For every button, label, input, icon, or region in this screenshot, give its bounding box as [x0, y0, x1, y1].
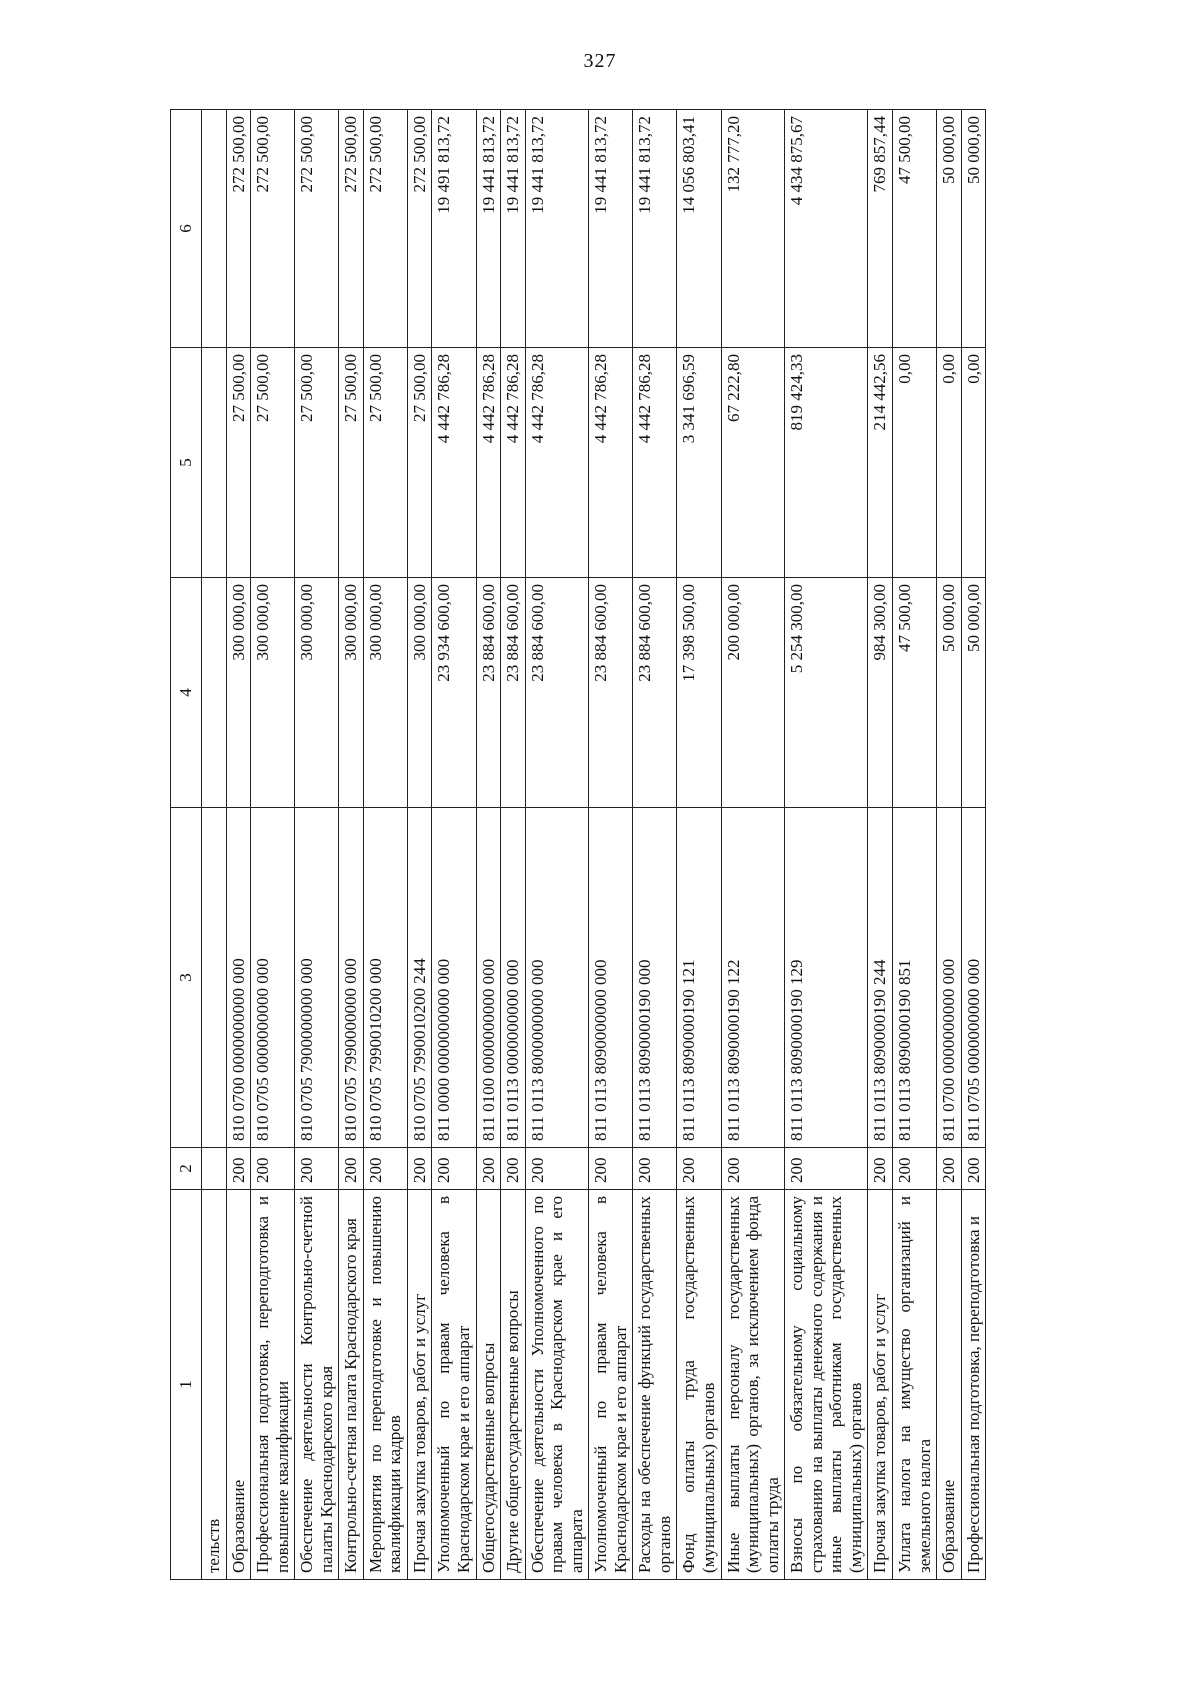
row-approved-cell: 300 000,00 — [295, 578, 339, 808]
table-row — [432, 110, 476, 1580]
row-budget-code-cell: 811 0113 8090000190 851 — [892, 808, 936, 1148]
row-executed-cell: 27 500,00 — [251, 348, 295, 578]
row-budget-code-cell: 810 0705 7990010200 244 — [407, 808, 432, 1148]
row-unexecuted-cell: 50 000,00 — [961, 110, 986, 348]
header-col-3: 3 — [171, 808, 202, 1148]
rotated-page-content — [170, 110, 1130, 1580]
row-line-code-cell: 200 — [295, 1148, 339, 1190]
row-name-cell: Прочая закупка товаров, работ и услуг — [868, 1190, 893, 1580]
row-approved-cell: 23 884 600,00 — [633, 578, 677, 808]
row-unexecuted-cell: 272 500,00 — [339, 110, 364, 348]
row-approved-cell: 23 884 600,00 — [589, 578, 633, 808]
row-budget-code-cell: 811 0113 8000000000 000 — [525, 808, 589, 1148]
table-header-row — [171, 110, 202, 1580]
row-budget-code-cell — [202, 808, 227, 1148]
row-name-cell: Мероприятия по переподготовке и повышению квалификации кадров — [363, 1190, 407, 1580]
row-approved-cell: 5 254 300,00 — [785, 578, 868, 808]
table-row — [785, 110, 868, 1580]
row-budget-code-cell: 810 0705 7990010200 000 — [363, 808, 407, 1148]
row-executed-cell: 27 500,00 — [295, 348, 339, 578]
row-name-cell: Уплата налога на имущество организаций и земельного налога — [892, 1190, 936, 1580]
row-unexecuted-cell: 272 500,00 — [363, 110, 407, 348]
row-approved-cell: 300 000,00 — [407, 578, 432, 808]
row-executed-cell: 0,00 — [937, 348, 962, 578]
row-line-code-cell: 200 — [892, 1148, 936, 1190]
row-unexecuted-cell — [202, 110, 227, 348]
row-unexecuted-cell: 14 056 803,41 — [677, 110, 721, 348]
row-executed-cell: 4 442 786,28 — [501, 348, 526, 578]
row-unexecuted-cell: 50 000,00 — [937, 110, 962, 348]
row-executed-cell: 27 500,00 — [339, 348, 364, 578]
row-line-code-cell: 200 — [226, 1148, 251, 1190]
table-row — [202, 110, 227, 1580]
row-name-cell: Расходы на обеспечение функций государственных органов — [633, 1190, 677, 1580]
row-unexecuted-cell: 19 441 813,72 — [633, 110, 677, 348]
row-unexecuted-cell: 19 441 813,72 — [525, 110, 589, 348]
row-name-cell: Профессиональная подготовка, переподготовка и — [961, 1190, 986, 1580]
row-line-code-cell: 200 — [407, 1148, 432, 1190]
row-line-code-cell: 200 — [501, 1148, 526, 1190]
row-name-cell: Взносы по обязательному социальному страхованию на выплаты денежного содержания и иные выплаты работникам государственных (муниципальных) органов — [785, 1190, 868, 1580]
row-approved-cell: 300 000,00 — [339, 578, 364, 808]
table-row — [339, 110, 364, 1580]
row-name-cell: Уполномоченный по правам человека в Краснодарском крае и его аппарат — [432, 1190, 476, 1580]
row-budget-code-cell: 810 0700 0000000000 000 — [226, 808, 251, 1148]
row-approved-cell: 300 000,00 — [226, 578, 251, 808]
row-executed-cell: 0,00 — [961, 348, 986, 578]
row-budget-code-cell: 811 0113 8090000190 129 — [785, 808, 868, 1148]
table-row — [295, 110, 339, 1580]
row-name-cell: Обеспечение деятельности Контрольно-счетной палаты Краснодарского края — [295, 1190, 339, 1580]
row-approved-cell: 300 000,00 — [363, 578, 407, 808]
row-line-code-cell: 200 — [251, 1148, 295, 1190]
row-line-code-cell: 200 — [525, 1148, 589, 1190]
row-budget-code-cell: 811 0000 0000000000 000 — [432, 808, 476, 1148]
row-approved-cell: 17 398 500,00 — [677, 578, 721, 808]
row-approved-cell: 300 000,00 — [251, 578, 295, 808]
row-name-cell: Обеспечение деятельности Уполномоченного по правам человека в Краснодарском крае и его аппарата — [525, 1190, 589, 1580]
row-budget-code-cell: 811 0113 8090000190 121 — [677, 808, 721, 1148]
row-unexecuted-cell: 132 777,20 — [721, 110, 785, 348]
row-executed-cell: 67 222,80 — [721, 348, 785, 578]
row-approved-cell: 984 300,00 — [868, 578, 893, 808]
row-line-code-cell: 200 — [363, 1148, 407, 1190]
row-name-cell: Иные выплаты персоналу государственных (муниципальных) органов, за исключением фонда оплаты труда — [721, 1190, 785, 1580]
row-name-cell: Общегосударственные вопросы — [476, 1190, 501, 1580]
row-line-code-cell: 200 — [937, 1148, 962, 1190]
row-executed-cell: 27 500,00 — [407, 348, 432, 578]
table-row — [892, 110, 936, 1580]
row-unexecuted-cell: 47 500,00 — [892, 110, 936, 348]
row-line-code-cell: 200 — [785, 1148, 868, 1190]
row-approved-cell: 50 000,00 — [937, 578, 962, 808]
row-line-code-cell: 200 — [589, 1148, 633, 1190]
row-name-cell: Прочая закупка товаров, работ и услуг — [407, 1190, 432, 1580]
row-executed-cell: 4 442 786,28 — [525, 348, 589, 578]
row-unexecuted-cell: 19 441 813,72 — [589, 110, 633, 348]
row-line-code-cell: 200 — [677, 1148, 721, 1190]
row-unexecuted-cell: 272 500,00 — [226, 110, 251, 348]
budget-execution-table — [170, 109, 986, 1580]
table-row — [868, 110, 893, 1580]
row-executed-cell: 27 500,00 — [363, 348, 407, 578]
row-budget-code-cell: 811 0705 0000000000 000 — [961, 808, 986, 1148]
table-row — [476, 110, 501, 1580]
row-budget-code-cell: 811 0113 8090000190 000 — [633, 808, 677, 1148]
header-col-4: 4 — [171, 578, 202, 808]
table-row — [226, 110, 251, 1580]
table-row — [363, 110, 407, 1580]
header-col-2: 2 — [171, 1148, 202, 1190]
row-name-cell: тельств — [202, 1190, 227, 1580]
row-approved-cell: 200 000,00 — [721, 578, 785, 808]
row-budget-code-cell: 810 0705 7900000000 000 — [295, 808, 339, 1148]
row-line-code-cell: 200 — [961, 1148, 986, 1190]
row-executed-cell: 819 424,33 — [785, 348, 868, 578]
row-executed-cell: 4 442 786,28 — [633, 348, 677, 578]
row-executed-cell: 4 442 786,28 — [589, 348, 633, 578]
row-unexecuted-cell: 19 441 813,72 — [501, 110, 526, 348]
header-col-6: 6 — [171, 110, 202, 348]
table-row — [937, 110, 962, 1580]
row-executed-cell: 0,00 — [892, 348, 936, 578]
table-row — [633, 110, 677, 1580]
row-line-code-cell: 200 — [868, 1148, 893, 1190]
row-unexecuted-cell: 19 491 813,72 — [432, 110, 476, 348]
table-row — [677, 110, 721, 1580]
row-executed-cell: 214 442,56 — [868, 348, 893, 578]
row-executed-cell — [202, 348, 227, 578]
row-approved-cell: 23 884 600,00 — [525, 578, 589, 808]
row-approved-cell: 23 934 600,00 — [432, 578, 476, 808]
row-name-cell: Уполномоченный по правам человека в Краснодарском крае и его аппарат — [589, 1190, 633, 1580]
row-budget-code-cell: 810 0705 7990000000 000 — [339, 808, 364, 1148]
row-budget-code-cell: 811 0113 8090000190 122 — [721, 808, 785, 1148]
row-line-code-cell: 200 — [633, 1148, 677, 1190]
row-name-cell: Образование — [226, 1190, 251, 1580]
row-approved-cell: 23 884 600,00 — [476, 578, 501, 808]
row-unexecuted-cell: 19 441 813,72 — [476, 110, 501, 348]
row-budget-code-cell: 811 0100 0000000000 000 — [476, 808, 501, 1148]
row-budget-code-cell: 811 0700 0000000000 000 — [937, 808, 962, 1148]
table-row — [961, 110, 986, 1580]
row-unexecuted-cell: 769 857,44 — [868, 110, 893, 348]
row-line-code-cell — [202, 1148, 227, 1190]
row-line-code-cell: 200 — [432, 1148, 476, 1190]
row-budget-code-cell: 811 0113 8090000190 244 — [868, 808, 893, 1148]
row-line-code-cell: 200 — [721, 1148, 785, 1190]
table-row — [721, 110, 785, 1580]
row-name-cell: Другие общегосударственные вопросы — [501, 1190, 526, 1580]
row-approved-cell: 50 000,00 — [961, 578, 986, 808]
row-name-cell: Образование — [937, 1190, 962, 1580]
row-name-cell: Фонд оплаты труда государственных (муниципальных) органов — [677, 1190, 721, 1580]
row-line-code-cell: 200 — [476, 1148, 501, 1190]
row-unexecuted-cell: 272 500,00 — [295, 110, 339, 348]
row-budget-code-cell: 810 0705 0000000000 000 — [251, 808, 295, 1148]
row-name-cell: Контрольно-счетная палата Краснодарского края — [339, 1190, 364, 1580]
page-number: 327 — [583, 50, 617, 72]
table-row — [589, 110, 633, 1580]
row-budget-code-cell: 811 0113 0000000000 000 — [501, 808, 526, 1148]
table-row — [407, 110, 432, 1580]
row-unexecuted-cell: 272 500,00 — [407, 110, 432, 348]
table-row — [525, 110, 589, 1580]
table-row — [501, 110, 526, 1580]
row-unexecuted-cell: 272 500,00 — [251, 110, 295, 348]
row-name-cell: Профессиональная подготовка, переподготовка и повышение квалификации — [251, 1190, 295, 1580]
row-executed-cell: 4 442 786,28 — [432, 348, 476, 578]
row-executed-cell: 27 500,00 — [226, 348, 251, 578]
row-executed-cell: 4 442 786,28 — [476, 348, 501, 578]
row-approved-cell: 47 500,00 — [892, 578, 936, 808]
table-row — [251, 110, 295, 1580]
row-line-code-cell: 200 — [339, 1148, 364, 1190]
row-approved-cell: 23 884 600,00 — [501, 578, 526, 808]
header-col-1: 1 — [171, 1190, 202, 1580]
row-budget-code-cell: 811 0113 8090000000 000 — [589, 808, 633, 1148]
row-executed-cell: 3 341 696,59 — [677, 348, 721, 578]
row-approved-cell — [202, 578, 227, 808]
row-unexecuted-cell: 4 434 875,67 — [785, 110, 868, 348]
header-col-5: 5 — [171, 348, 202, 578]
